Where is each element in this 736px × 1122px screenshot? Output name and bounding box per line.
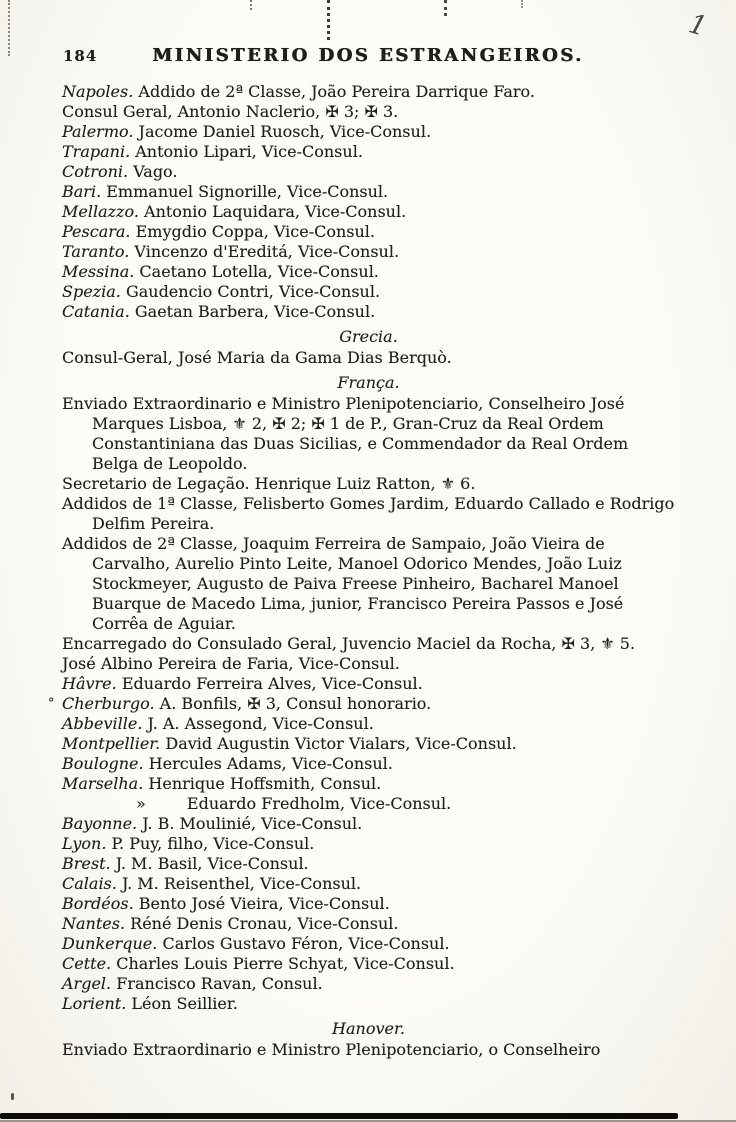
- directory-line: [62, 854, 675, 874]
- page-header: [0, 46, 736, 68]
- line-text: Carlos Gustavo Féron, Vice-Consul.: [162, 934, 450, 953]
- line-text: Eduardo Ferreira Alves, Vice-Consul.: [121, 674, 423, 693]
- directory-line: [62, 694, 675, 714]
- directory-line: [62, 348, 675, 368]
- place-name: Nantes.: [62, 914, 126, 933]
- line-text: J. B. Moulinié, Vice-Consul.: [142, 814, 363, 833]
- directory-line: [62, 654, 675, 674]
- line-text: Gaetan Barbera, Vice-Consul.: [134, 302, 376, 321]
- scan-artifact-dotted-line: [250, 0, 252, 10]
- directory-line: [62, 202, 675, 222]
- directory-line: [62, 774, 675, 794]
- place-name: Lyon.: [62, 834, 107, 853]
- line-text: Caetano Lotella, Vice-Consul.: [139, 262, 379, 281]
- line-text: Henrique Hoffsmith, Consul.: [148, 774, 382, 793]
- line-text: J. M. Basil, Vice-Consul.: [115, 854, 309, 873]
- page-title: MINISTERIO DOS ESTRANGEIROS.: [152, 45, 584, 66]
- place-name: Bayonne.: [62, 814, 138, 833]
- directory-line: [62, 222, 675, 242]
- line-text: Vago.: [133, 162, 178, 181]
- place-name: Marselha.: [62, 774, 144, 793]
- directory-line: [62, 794, 675, 814]
- directory-line: [62, 182, 675, 202]
- place-name: Mellazzo.: [62, 202, 139, 221]
- line-text: Léon Seillier.: [131, 994, 238, 1013]
- place-name: Bordéos.: [62, 894, 134, 913]
- place-name: Catania.: [62, 302, 130, 321]
- place-name: Abbeville.: [62, 714, 143, 733]
- line-text: Consul-Geral, José Maria da Gama Dias Berquò.: [62, 348, 452, 367]
- handwritten-mark: 1: [685, 8, 711, 43]
- directory-line: [62, 1040, 675, 1060]
- place-name: Cotroni.: [62, 162, 129, 181]
- directory-line: [62, 994, 675, 1014]
- directory-line: [62, 162, 675, 182]
- page-number: 184: [63, 47, 98, 65]
- directory-line: [62, 734, 675, 754]
- directory-line: [62, 122, 675, 142]
- directory-line: [62, 914, 675, 934]
- place-name: Messina.: [62, 262, 135, 281]
- line-text: Francisco Ravan, Consul.: [116, 974, 323, 993]
- section-heading: [62, 373, 675, 393]
- place-name: Brest.: [62, 854, 111, 873]
- section-heading: [62, 1019, 675, 1039]
- section-heading-label: Grecia.: [339, 327, 398, 346]
- place-name: Dunkerque.: [62, 934, 158, 953]
- line-text: Emygdio Coppa, Vice-Consul.: [135, 222, 375, 241]
- line-text: David Augustin Victor Vialars, Vice-Consul.: [165, 734, 517, 753]
- directory-line: [62, 102, 675, 122]
- entry-list: [62, 82, 675, 1060]
- directory-line: [62, 242, 675, 262]
- line-text: J. M. Reisenthel, Vice-Consul.: [121, 874, 362, 893]
- directory-line: [62, 82, 675, 102]
- directory-line: [62, 634, 675, 654]
- directory-line: [62, 534, 675, 634]
- scan-artifact-dotted-line: [327, 0, 330, 40]
- line-text: Gaudencio Contri, Vice-Consul.: [125, 282, 381, 301]
- line-text: Consul Geral, Antonio Naclerio, ✠ 3; ✠ 3.: [62, 102, 399, 121]
- place-name: Argel.: [62, 974, 112, 993]
- line-text: Charles Louis Pierre Schyat, Vice-Consul.: [116, 954, 455, 973]
- directory-line: [62, 754, 675, 774]
- place-name: Boulogne.: [62, 754, 144, 773]
- line-text: Bento José Vieira, Vice-Consul.: [138, 894, 390, 913]
- line-text: Antonio Lipari, Vice-Consul.: [135, 142, 363, 161]
- scan-artifact-dot: [11, 1093, 14, 1100]
- directory-line: [62, 302, 675, 322]
- place-name: Bari.: [62, 182, 102, 201]
- line-text: Addidos de 1ª Classe, Felisberto Gomes Jardim, Eduardo Callado e Rodrigo Delfim Pereira.: [62, 494, 675, 533]
- line-text: Hercules Adams, Vice-Consul.: [148, 754, 393, 773]
- line-text: Secretario de Legação. Henrique Luiz Ratton, ⚜ 6.: [62, 474, 476, 493]
- line-text: J. A. Assegond, Vice-Consul.: [147, 714, 374, 733]
- line-text: A. Bonfils, ✠ 3, Consul honorario.: [159, 694, 432, 713]
- place-name: Cherburgo.: [62, 694, 155, 713]
- directory-line: [62, 874, 675, 894]
- line-text: P. Puy, filho, Vice-Consul.: [111, 834, 315, 853]
- line-text: José Albino Pereira de Faria, Vice-Consul.: [62, 654, 400, 673]
- scan-artifact-dotted-line: [444, 0, 447, 16]
- place-name: Montpellier.: [62, 734, 161, 753]
- place-name: Taranto.: [62, 242, 130, 261]
- section-heading: [62, 327, 675, 347]
- line-text: Addido de 2ª Classe, João Pereira Darrique Faro.: [138, 82, 535, 101]
- place-name: Palermo.: [62, 122, 134, 141]
- line-text: Réné Denis Cronau, Vice-Consul.: [130, 914, 399, 933]
- place-name: »: [136, 794, 146, 813]
- directory-line: [62, 262, 675, 282]
- line-text: Jacome Daniel Ruosch, Vice-Consul.: [138, 122, 432, 141]
- directory-line: [62, 814, 675, 834]
- line-text: Emmanuel Signorille, Vice-Consul.: [106, 182, 389, 201]
- directory-line: [62, 394, 675, 474]
- place-name: Lorient.: [62, 994, 127, 1013]
- directory-line: [62, 974, 675, 994]
- directory-line: [62, 674, 675, 694]
- place-name: Hâvre.: [62, 674, 117, 693]
- line-text: Encarregado do Consulado Geral, Juvencio Maciel da Rocha, ✠ 3, ⚜ 5.: [62, 634, 636, 653]
- section-heading-label: França.: [337, 373, 400, 392]
- place-name: Pescara.: [62, 222, 131, 241]
- place-name: Napoles.: [62, 82, 134, 101]
- place-name: Trapani.: [62, 142, 131, 161]
- directory-line: [62, 834, 675, 854]
- directory-line: [62, 494, 675, 534]
- directory-line: [62, 142, 675, 162]
- place-name: Spezia.: [62, 282, 121, 301]
- margin-mark: °: [48, 696, 55, 711]
- scan-edge-artifact: [0, 1113, 678, 1119]
- line-text: Addidos de 2ª Classe, Joaquim Ferreira de Sampaio, João Vieira de Carvalho, Aurelio Pinto Leite, Manoel Odorico Mendes, João Luiz Stockmeyer, Augusto de Paiva Freese Pinheiro, Bacharel Manoel Buarque de Macedo Lima, junior, Francisco Pereira Passos e José Corrêa de Aguiar.: [62, 534, 624, 633]
- directory-line: [62, 474, 675, 494]
- scan-artifact-dotted-line: [521, 0, 523, 8]
- line-text: Vincenzo d'Ereditá, Vice-Consul.: [134, 242, 400, 261]
- directory-line: [62, 894, 675, 914]
- line-text: Enviado Extraordinario e Ministro Plenipotenciario, Conselheiro José Marques Lisboa, ⚜ 2, ✠ 2; ✠ 1 de P., Gran-Cruz da Real Ordem Constantiniana das Duas Sicilias, e Commendador da Real Ordem Belga de Leopoldo.: [62, 394, 629, 473]
- line-text: Antonio Laquidara, Vice-Consul.: [144, 202, 407, 221]
- directory-line: [62, 282, 675, 302]
- line-text: Enviado Extraordinario e Ministro Plenipotenciario, o Conselheiro: [62, 1040, 601, 1059]
- place-name: Calais.: [62, 874, 117, 893]
- directory-line: [62, 954, 675, 974]
- section-heading-label: Hanover.: [332, 1019, 405, 1038]
- line-text: Eduardo Fredholm, Vice-Consul.: [186, 794, 452, 813]
- directory-line: [62, 714, 675, 734]
- directory-line: [62, 934, 675, 954]
- place-name: Cette.: [62, 954, 112, 973]
